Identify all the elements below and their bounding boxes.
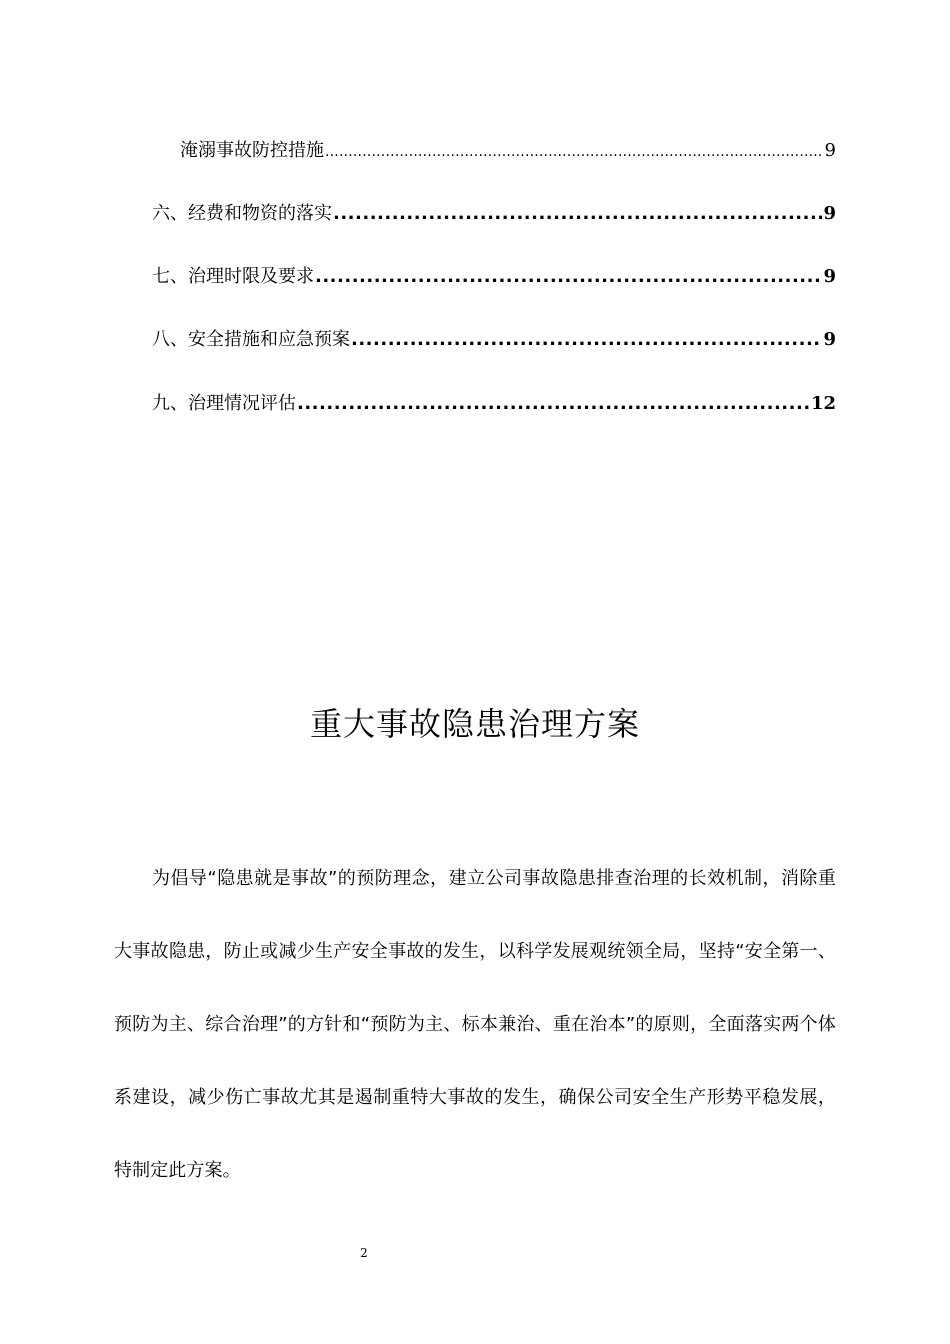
toc-entry-label: 八、安全措施和应急预案 xyxy=(152,329,350,350)
toc-entry-deadline[interactable] xyxy=(152,264,836,290)
toc-leader-dots xyxy=(325,138,824,165)
toc-entry-page: 9 xyxy=(823,203,836,224)
toc-entry-evaluation[interactable] xyxy=(152,391,836,417)
toc-leader-dots xyxy=(315,264,822,290)
toc-entry-label: 九、治理情况评估 xyxy=(152,393,296,414)
toc-entry-page: 9 xyxy=(823,329,836,350)
toc-leader-dots xyxy=(297,391,810,417)
toc-entry-page: 9 xyxy=(823,266,836,287)
toc-entry-drowning[interactable] xyxy=(180,138,836,164)
page-number: 2 xyxy=(360,1246,368,1260)
toc-entry-page: 12 xyxy=(810,393,836,414)
toc-entry-page: 9 xyxy=(824,140,836,161)
toc-entry-label: 六、经费和物资的落实 xyxy=(152,203,332,224)
toc-entry-label: 淹溺事故防控措施 xyxy=(180,140,324,161)
toc-entry-funding[interactable] xyxy=(152,201,836,227)
document-title: 重大事故隐患治理方案 xyxy=(309,705,640,743)
toc-entry-safety-measures[interactable] xyxy=(152,327,836,353)
toc-entry-label: 七、治理时限及要求 xyxy=(152,266,314,287)
body-paragraph: 为倡导“隐患就是事故”的预防理念，建立公司事故隐患排查治理的长效机制，消除重大事故隐患，防止或减少生产安全事故的发生，以科学发展观统领全局，坚持“安全第一、预防为主、综合治理”的方针和“预防为主、标本兼治、重在治本”的原则，全面落实两个体系建设，减少伤亡事故尤其是遏制重特大事故的发生，确保公司安全生产形势平稳发展，特制定此方案。 xyxy=(114,868,836,1181)
toc-leader-dots xyxy=(333,201,822,227)
toc-leader-dots xyxy=(351,327,822,353)
